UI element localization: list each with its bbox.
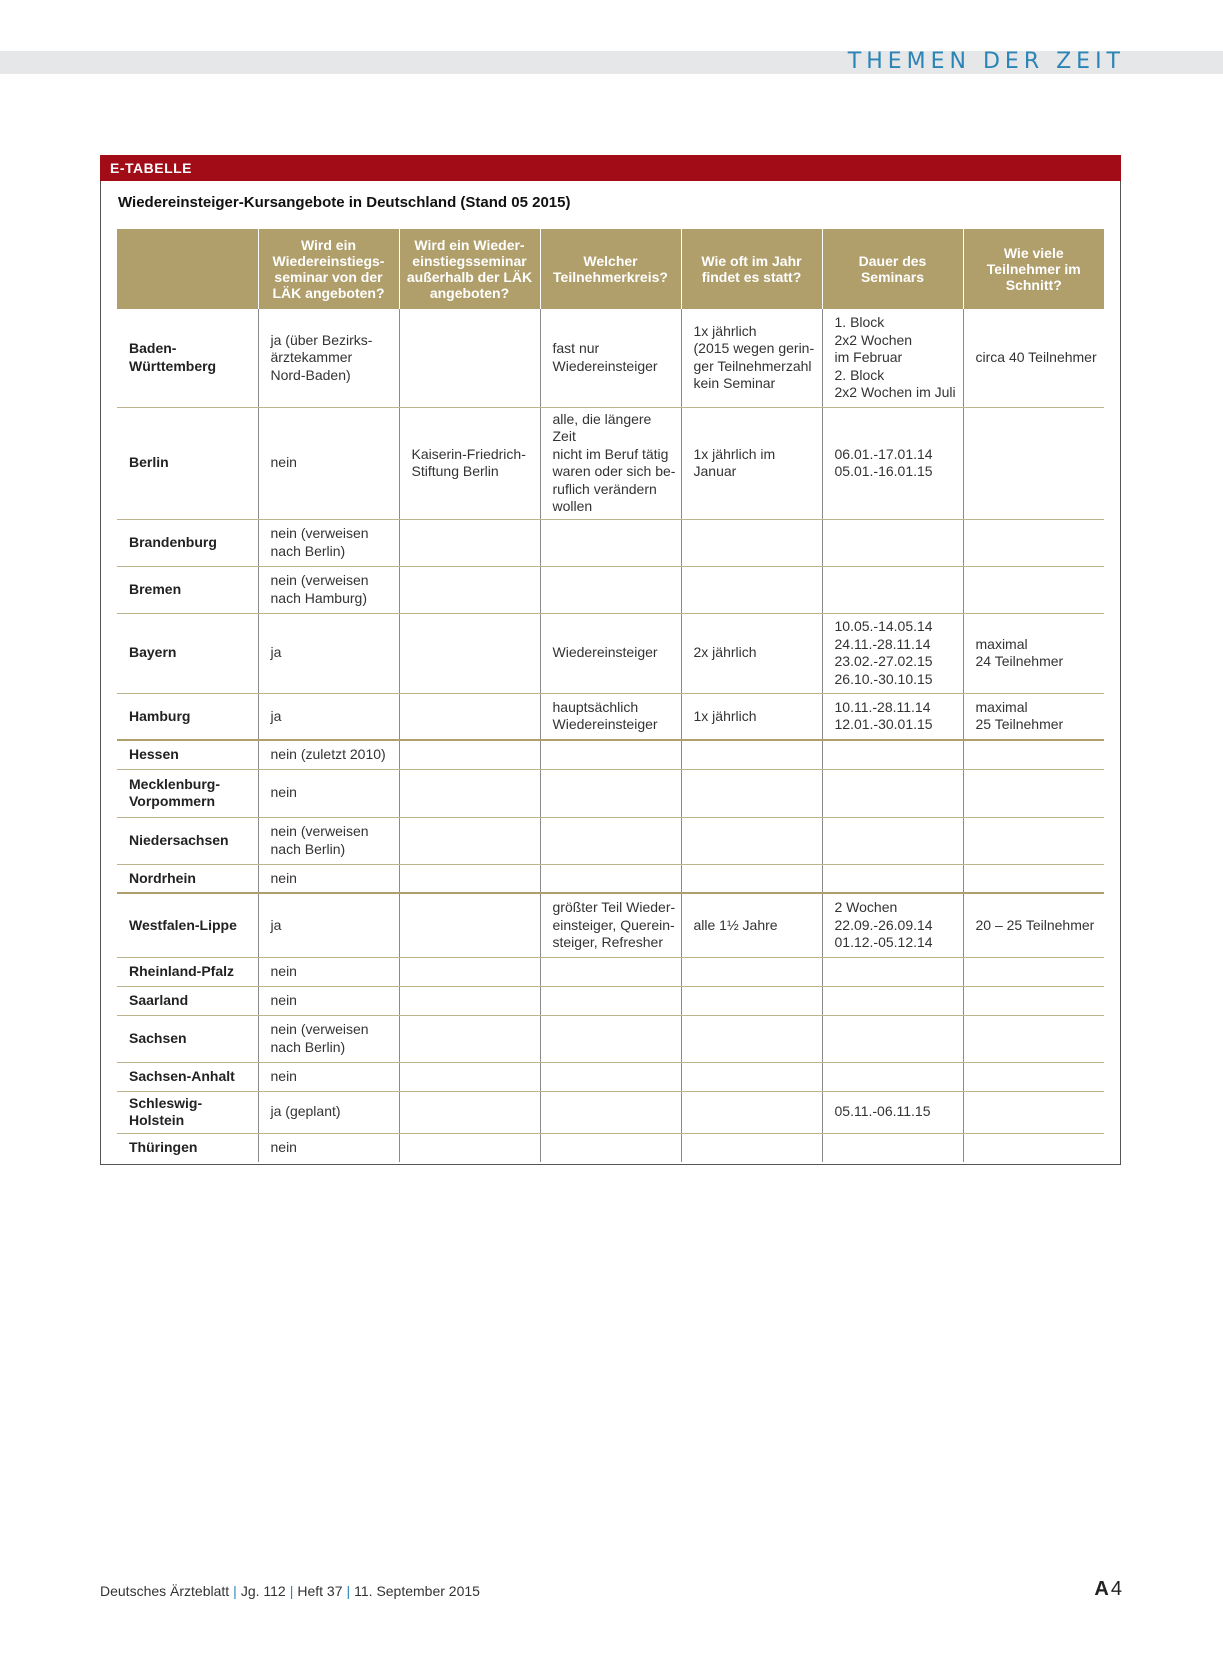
table-row xyxy=(117,817,1104,864)
state-name-cell: Hessen xyxy=(117,740,258,769)
footer-journal: Deutsches Ärzteblatt xyxy=(100,1583,230,1599)
header-cell-participants-count: Wie viele Teilnehmer im Schnitt? xyxy=(963,229,1104,309)
header-cell-frequency: Wie oft im Jahr findet es statt? xyxy=(681,229,822,309)
table-cell: ja xyxy=(258,893,399,957)
table-cell xyxy=(822,957,963,986)
table-cell: 20 – 25 Teilnehmer xyxy=(963,893,1104,957)
table-cell xyxy=(540,1015,681,1062)
table-cell: 2x jährlich xyxy=(681,613,822,693)
table-cell xyxy=(963,1062,1104,1091)
table-cell xyxy=(822,864,963,893)
table-cell xyxy=(822,740,963,769)
table-cell: nein (zuletzt 2010) xyxy=(258,740,399,769)
state-name-cell: Nordrhein xyxy=(117,864,258,893)
page-prefix: A xyxy=(1094,1578,1109,1600)
table-cell xyxy=(963,957,1104,986)
table-row xyxy=(117,693,1104,740)
table-cell xyxy=(681,1062,822,1091)
footer-separator: | xyxy=(346,1583,351,1599)
table-cell xyxy=(681,864,822,893)
table-header-row xyxy=(117,229,1104,309)
table-cell: 06.01.-17.01.14 05.01.-16.01.15 xyxy=(822,407,963,519)
page-number xyxy=(1094,1578,1122,1601)
table-cell: nein (verweisen nach Hamburg) xyxy=(258,566,399,613)
table-cell xyxy=(399,1015,540,1062)
table-cell xyxy=(681,957,822,986)
table-cell xyxy=(540,769,681,817)
table-cell xyxy=(540,864,681,893)
table-cell: 1x jährlich (2015 wegen gerin- ger Teilnehmerzahl kein Seminar xyxy=(681,309,822,407)
table-cell xyxy=(399,769,540,817)
table-cell xyxy=(681,1091,822,1133)
table-row xyxy=(117,740,1104,769)
table-cell: ja xyxy=(258,613,399,693)
course-table xyxy=(117,229,1104,1162)
state-name-cell: Schleswig-Holstein xyxy=(117,1091,258,1133)
table-cell xyxy=(399,1062,540,1091)
footer-date: 11. September 2015 xyxy=(354,1583,480,1599)
header-cell-duration: Dauer des Seminars xyxy=(822,229,963,309)
table-cell xyxy=(963,769,1104,817)
table-row xyxy=(117,407,1104,519)
page-number-value: 4 xyxy=(1110,1578,1122,1600)
table-cell: 1x jährlich xyxy=(681,693,822,740)
state-name-cell: Niedersachsen xyxy=(117,817,258,864)
table-cell xyxy=(822,566,963,613)
table-cell xyxy=(399,309,540,407)
table-cell: ja (über Bezirks- ärztekammer Nord-Baden) xyxy=(258,309,399,407)
table-cell: nein xyxy=(258,957,399,986)
table-cell xyxy=(399,986,540,1015)
table-cell xyxy=(963,740,1104,769)
table-cell xyxy=(399,740,540,769)
table-row xyxy=(117,769,1104,817)
footer-issue: Heft 37 xyxy=(297,1583,343,1599)
footer-separator: | xyxy=(289,1583,294,1599)
table-cell: Wiedereinsteiger xyxy=(540,613,681,693)
table-cell xyxy=(963,986,1104,1015)
state-name-cell: Thüringen xyxy=(117,1133,258,1162)
table-cell: Kaiserin-Friedrich- Stiftung Berlin xyxy=(399,407,540,519)
table-cell xyxy=(399,1091,540,1133)
table-cell xyxy=(399,957,540,986)
state-name-cell: Rheinland-Pfalz xyxy=(117,957,258,986)
table-cell xyxy=(963,407,1104,519)
header-cell-participants-group: Welcher Teilnehmerkreis? xyxy=(540,229,681,309)
table-row xyxy=(117,1133,1104,1162)
table-cell xyxy=(963,1091,1104,1133)
table-cell: alle, die längere Zeit nicht im Beruf tätig waren oder sich be- ruflich verändern wollen xyxy=(540,407,681,519)
state-name-cell: Bremen xyxy=(117,566,258,613)
table-cell xyxy=(399,693,540,740)
table-cell xyxy=(822,519,963,566)
table-cell xyxy=(399,893,540,957)
table-cell: 2 Wochen 22.09.-26.09.14 01.12.-05.12.14 xyxy=(822,893,963,957)
table-row xyxy=(117,1015,1104,1062)
table-cell: 1x jährlich im Januar xyxy=(681,407,822,519)
state-name-cell: Baden- Württemberg xyxy=(117,309,258,407)
table-cell: 10.05.-14.05.14 24.11.-28.11.14 23.02.-27.02.15 26.10.-30.10.15 xyxy=(822,613,963,693)
table-cell: nein xyxy=(258,769,399,817)
table-row xyxy=(117,519,1104,566)
table-cell xyxy=(681,519,822,566)
table-cell xyxy=(540,957,681,986)
table-cell: größter Teil Wieder- einsteiger, Querein- steiger, Refresher xyxy=(540,893,681,957)
table-cell xyxy=(963,864,1104,893)
table-cell xyxy=(399,1133,540,1162)
state-name-cell: Sachsen-Anhalt xyxy=(117,1062,258,1091)
table-cell: 1. Block 2x2 Wochen im Februar 2. Block 2x2 Wochen im Juli xyxy=(822,309,963,407)
table-row xyxy=(117,1091,1104,1133)
table-cell xyxy=(681,740,822,769)
table-cell: nein (verweisen nach Berlin) xyxy=(258,1015,399,1062)
table-cell: circa 40 Teilnehmer xyxy=(963,309,1104,407)
table-row xyxy=(117,1062,1104,1091)
table-cell xyxy=(540,986,681,1015)
table-cell xyxy=(540,1062,681,1091)
table-cell xyxy=(822,1062,963,1091)
table-caption: Wiedereinsteiger-Kursangebote in Deutschland (Stand 05 2015) xyxy=(118,194,571,211)
state-name-cell: Bayern xyxy=(117,613,258,693)
footer-volume: Jg. 112 xyxy=(240,1583,286,1599)
table-cell xyxy=(399,519,540,566)
table-cell xyxy=(399,817,540,864)
table-cell xyxy=(822,817,963,864)
table-row xyxy=(117,893,1104,957)
table-cell: nein (verweisen nach Berlin) xyxy=(258,519,399,566)
state-name-cell: Westfalen-Lippe xyxy=(117,893,258,957)
header-cell-state xyxy=(117,229,258,309)
table-cell: nein xyxy=(258,407,399,519)
table-cell xyxy=(963,519,1104,566)
table-cell: ja xyxy=(258,693,399,740)
table-cell xyxy=(681,1015,822,1062)
table-cell xyxy=(963,1015,1104,1062)
table-cell xyxy=(963,566,1104,613)
table-cell: nein xyxy=(258,986,399,1015)
table-cell xyxy=(681,1133,822,1162)
table-cell: nein xyxy=(258,1062,399,1091)
e-tabelle-label: E-TABELLE xyxy=(100,155,1121,181)
table-row xyxy=(117,986,1104,1015)
table-cell xyxy=(540,1133,681,1162)
state-name-cell: Brandenburg xyxy=(117,519,258,566)
table-cell xyxy=(822,986,963,1015)
table-body xyxy=(117,309,1104,1162)
table-cell: maximal 24 Teilnehmer xyxy=(963,613,1104,693)
table-cell: maximal 25 Teilnehmer xyxy=(963,693,1104,740)
state-name-cell: Sachsen xyxy=(117,1015,258,1062)
table-cell: hauptsächlich Wiedereinsteiger xyxy=(540,693,681,740)
footer xyxy=(100,1583,480,1599)
table-cell: ja (geplant) xyxy=(258,1091,399,1133)
table-cell: fast nur Wiedereinsteiger xyxy=(540,309,681,407)
table-row xyxy=(117,566,1104,613)
table-cell xyxy=(681,566,822,613)
table-cell xyxy=(963,1133,1104,1162)
header-cell-laek-offer: Wird ein Wiedereinstiegs-seminar von der LÄK angeboten? xyxy=(258,229,399,309)
table-cell: 05.11.-06.11.15 xyxy=(822,1091,963,1133)
table-row xyxy=(117,613,1104,693)
table-cell xyxy=(399,566,540,613)
table-cell: 10.11.-28.11.14 12.01.-30.01.15 xyxy=(822,693,963,740)
table-row xyxy=(117,309,1104,407)
table-cell xyxy=(681,817,822,864)
section-title: THEMEN DER ZEIT xyxy=(847,49,1125,74)
table-cell xyxy=(540,519,681,566)
table-cell xyxy=(540,740,681,769)
table-cell xyxy=(822,1015,963,1062)
table-cell xyxy=(963,817,1104,864)
table-cell xyxy=(681,986,822,1015)
table-cell xyxy=(540,566,681,613)
table-cell: alle 1½ Jahre xyxy=(681,893,822,957)
table-cell xyxy=(822,1133,963,1162)
table-cell: nein xyxy=(258,864,399,893)
table-cell: nein xyxy=(258,1133,399,1162)
table-cell xyxy=(822,769,963,817)
table-cell xyxy=(399,864,540,893)
footer-separator: | xyxy=(233,1583,237,1599)
state-name-cell: Berlin xyxy=(117,407,258,519)
table-cell xyxy=(540,1091,681,1133)
table-row xyxy=(117,864,1104,893)
table-cell xyxy=(399,613,540,693)
table-row xyxy=(117,957,1104,986)
table-cell xyxy=(540,817,681,864)
table-cell xyxy=(681,769,822,817)
header-cell-external-offer: Wird ein Wieder-einstiegsseminar außerhalb der LÄK angeboten? xyxy=(399,229,540,309)
state-name-cell: Hamburg xyxy=(117,693,258,740)
state-name-cell: Mecklenburg- Vorpommern xyxy=(117,769,258,817)
state-name-cell: Saarland xyxy=(117,986,258,1015)
table-cell: nein (verweisen nach Berlin) xyxy=(258,817,399,864)
